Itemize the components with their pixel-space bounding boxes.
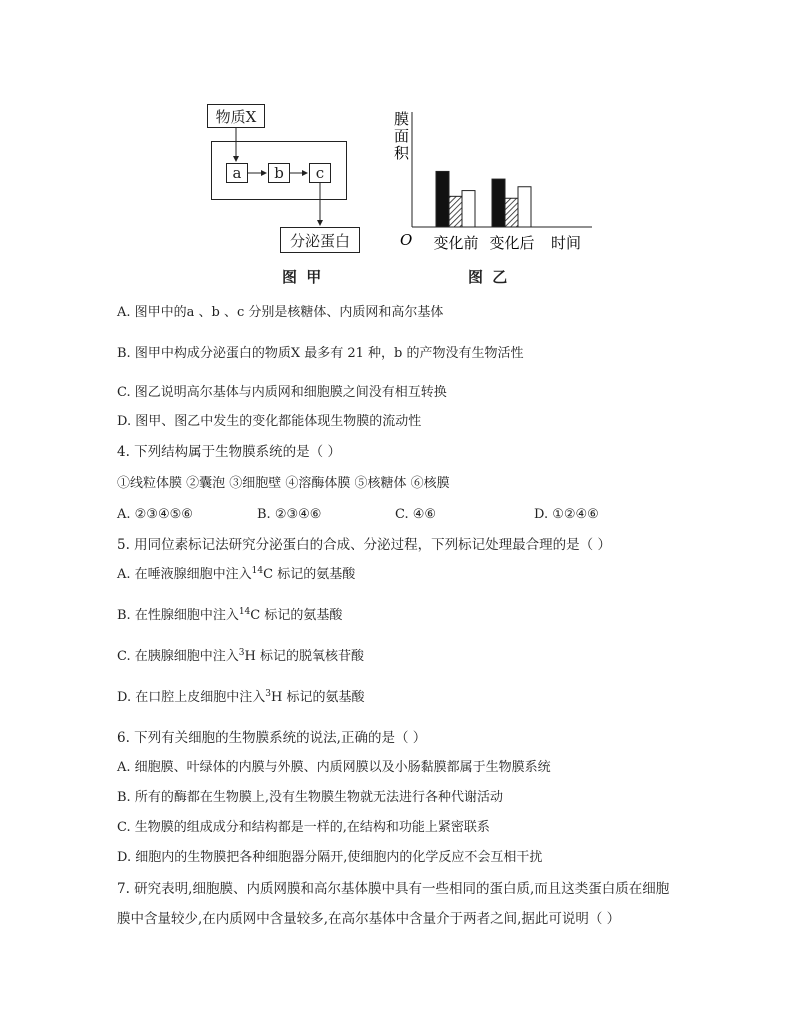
figure-yi-caption: 图 乙 <box>468 268 510 286</box>
q4-stem: 4. 下列结构属于生物膜系统的是（ ） <box>117 444 341 460</box>
x-tick-label-1: 变化后 <box>489 234 535 252</box>
q4-option-c: C. ④⑥ <box>395 507 437 522</box>
node-b-label: b <box>274 164 284 182</box>
y-axis-label: 膜面积 <box>394 110 410 162</box>
bar-0-1 <box>449 196 462 227</box>
q6-option-d: D. 细胞内的生物膜把各种细胞器分隔开,使细胞内的化学反应不会互相干扰 <box>117 850 543 865</box>
bar-1-2 <box>518 187 531 227</box>
q6-option-b: B. 所有的酶都在生物膜上,没有生物膜生物就无法进行各种代谢活动 <box>117 790 503 805</box>
q4-option-d: D. ①②④⑥ <box>534 507 599 522</box>
q4-items: ①线粒体膜 ②囊泡 ③细胞壁 ④溶酶体膜 ⑤核糖体 ⑥核膜 <box>117 476 450 491</box>
q5-option-c: C. 在胰腺细胞中注入$^3$H 标记的脱氧核苷酸 <box>117 648 364 664</box>
membrane-area-chart <box>380 108 600 258</box>
secreted-protein-label: 分泌蛋白 <box>289 231 350 250</box>
q4-option-a: A. ②③④⑤⑥ <box>117 507 193 522</box>
q6-option-a: A. 细胞膜、叶绿体的内膜与外膜、内质网膜以及小肠黏膜都属于生物膜系统 <box>117 760 551 775</box>
q6-option-c: C. 生物膜的组成成分和结构都是一样的,在结构和功能上紧密联系 <box>117 820 490 835</box>
q7-stem-line-2: 膜中含量较少,在内质网中含量较多,在高尔基体中含量介于两者之间,据此可说明（ ） <box>117 911 621 927</box>
bar-1-0 <box>492 179 505 227</box>
q3-option-d: D. 图甲、图乙中发生的变化都能体现生物膜的流动性 <box>117 414 422 429</box>
node-a-label: a <box>232 164 242 182</box>
q5-option-d: D. 在口腔上皮细胞中注入$^3$H 标记的氨基酸 <box>117 689 365 705</box>
q5-option-b: B. 在性腺细胞中注入$^{14}$C 标记的氨基酸 <box>117 607 343 623</box>
bar-0-0 <box>436 171 449 227</box>
q4-option-b: B. ②③④⑥ <box>257 507 322 522</box>
x-tick-label-0: 变化前 <box>433 234 479 252</box>
origin-label: O <box>400 231 413 249</box>
q3-option-b: B. 图甲中构成分泌蛋白的物质X 最多有 21 种，b 的产物没有生物活性 <box>117 346 524 361</box>
figure-jia-caption: 图 甲 <box>282 268 324 286</box>
q7-stem-line-1: 7. 研究表明,细胞膜、内质网膜和高尔基体膜中具有一些相同的蛋白质,而且这类蛋白质在细胞 <box>117 881 670 897</box>
q5-stem: 5. 用同位素标记法研究分泌蛋白的合成、分泌过程，下列标记处理最合理的是（ ） <box>117 537 611 553</box>
q3-option-a: A. 图甲中的a 、b 、c 分别是核糖体、内质网和高尔基体 <box>117 305 444 320</box>
bar-1-1 <box>505 198 518 227</box>
substance-x-label: 物质X <box>215 107 257 126</box>
q6-stem: 6. 下列有关细胞的生物膜系统的说法,正确的是（ ） <box>117 730 427 746</box>
bar-0-2 <box>462 191 475 227</box>
x-axis-label: 时间 <box>550 234 582 252</box>
q3-option-c: C. 图乙说明高尔基体与内质网和细胞膜之间没有相互转换 <box>117 385 447 400</box>
q5-option-a: A. 在唾液腺细胞中注入$^{14}$C 标记的氨基酸 <box>117 566 356 582</box>
node-c-label: c <box>315 164 325 182</box>
